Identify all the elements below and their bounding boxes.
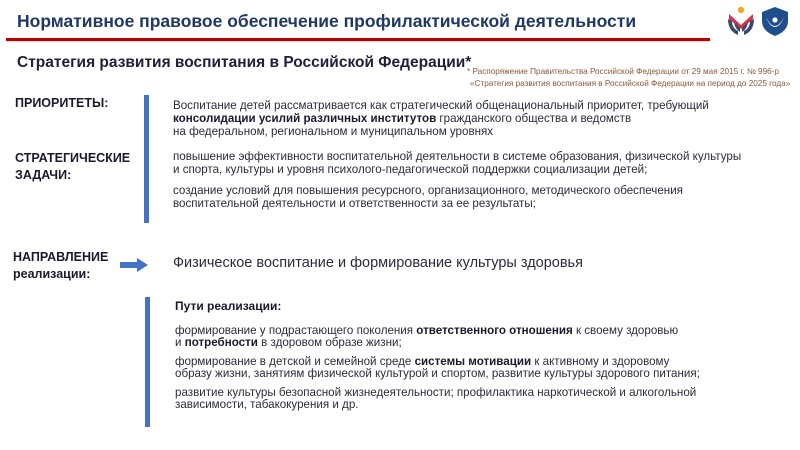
page-title: Нормативное правовое обеспечение профилактической деятельности bbox=[17, 11, 637, 31]
direction-label-line: реализации: bbox=[13, 267, 91, 281]
task-item bbox=[173, 150, 741, 176]
text-span: к активному и здоровому bbox=[531, 355, 670, 368]
task-item bbox=[173, 184, 741, 210]
way-item bbox=[175, 356, 700, 379]
priorities-line bbox=[173, 112, 709, 125]
task-line: повышение эффективности воспитательной деятельности в системе образования, физической культуры bbox=[173, 150, 742, 163]
ways-list bbox=[175, 325, 700, 418]
shield-person-logo-icon bbox=[760, 5, 790, 37]
way-line bbox=[175, 399, 700, 411]
task-line: и спорта, культуры и уровня психолого-педагогической поддержки социализации детей; bbox=[173, 163, 648, 176]
header-divider bbox=[6, 38, 710, 41]
direction-label bbox=[13, 249, 108, 283]
direction-text: Физическое воспитание и формирование культуры здоровья bbox=[173, 255, 583, 271]
text-span: к своему здоровью bbox=[572, 324, 679, 337]
arrow-right-icon bbox=[120, 258, 148, 272]
priorities-text bbox=[173, 99, 709, 138]
way-line bbox=[175, 368, 700, 380]
task-line: создание условий для повышения ресурсного, организационного, методического обеспечения bbox=[173, 184, 683, 197]
youth-hands-logo-icon bbox=[726, 5, 756, 37]
tasks-label-line: ЗАДАЧИ: bbox=[15, 168, 72, 182]
way-line bbox=[175, 337, 700, 349]
text-span: образу жизни, занятиям физической культурой и спортом, развитие культуры здорового питания; bbox=[175, 366, 700, 380]
text-span: гражданского общества и ведомств bbox=[436, 112, 632, 125]
tasks-list bbox=[173, 150, 741, 218]
text-span: развитие культуры безопасной жизнедеятельности; профилактика наркотической и алкогольной bbox=[175, 386, 697, 399]
blue-vertical-bar bbox=[144, 95, 149, 223]
text-span: формирование в детской и семейной среде bbox=[175, 355, 415, 368]
footnote-line: * Распоряжение Правительства Российской Федерации от 29 мая 2015 г. № 996-р bbox=[467, 67, 779, 76]
way-item bbox=[175, 387, 700, 410]
bold-phrase: системы мотивации bbox=[414, 355, 532, 368]
bold-phrase: потребности bbox=[184, 335, 258, 349]
section-subtitle: Стратегия развития воспитания в Российской Федерации* bbox=[17, 54, 472, 71]
bold-phrase: консолидации усилий различных институтов bbox=[173, 112, 437, 125]
ways-title: Пути реализации: bbox=[175, 299, 282, 313]
blue-vertical-bar bbox=[145, 297, 150, 427]
direction-label-line: НАПРАВЛЕНИЕ bbox=[13, 250, 109, 264]
tasks-label bbox=[15, 150, 130, 184]
footnote-line: «Стратегия развития воспитания в Российской Федерации на период до 2025 года» bbox=[470, 79, 791, 88]
text-span: в здоровом образе жизни; bbox=[257, 335, 402, 349]
task-line: воспитательной деятельности и ответственности за ее результаты; bbox=[173, 197, 536, 210]
text-span: формирование у подрастающего поколения bbox=[175, 324, 417, 337]
priorities-label: ПРИОРИТЕТЫ: bbox=[15, 96, 109, 110]
way-item bbox=[175, 325, 700, 348]
footnote bbox=[467, 66, 790, 90]
bold-phrase: ответственного отношения bbox=[416, 324, 573, 337]
text-span: зависимости, табакокурения и др. bbox=[175, 397, 359, 411]
tasks-label-line: СТРАТЕГИЧЕСКИЕ bbox=[15, 151, 131, 165]
priorities-line: на федеральном, региональном и муниципальном уровнях bbox=[173, 125, 494, 138]
priorities-line: Воспитание детей рассматривается как стратегический общенациональный приоритет, требующий bbox=[173, 99, 709, 112]
text-span: и bbox=[175, 335, 185, 349]
